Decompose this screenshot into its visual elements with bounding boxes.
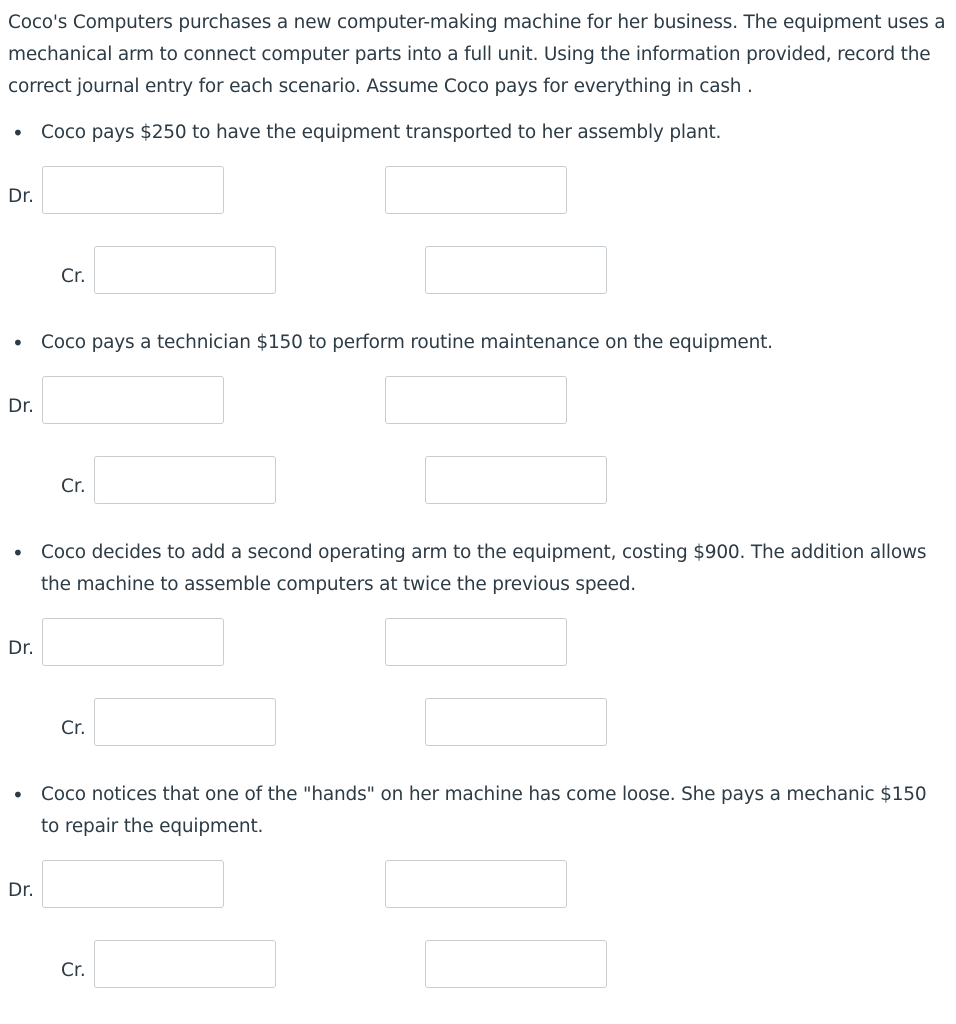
scenario-4-credit-amount-input[interactable]	[425, 940, 607, 988]
scenario-3-debit-amount-input[interactable]	[385, 618, 567, 666]
scenario-2-credit-label: Cr.	[61, 476, 86, 497]
scenario-1-credit-account-input[interactable]	[94, 246, 276, 294]
scenario-2-debit-label: Dr.	[8, 396, 35, 417]
scenario-1-debit-account-input[interactable]	[42, 166, 224, 214]
scenario-2-credit-amount-input[interactable]	[425, 456, 607, 504]
scenario-1-debit-label: Dr.	[8, 186, 35, 207]
bullet-marker: •	[12, 331, 24, 355]
scenario-2-debit-amount-input[interactable]	[385, 376, 567, 424]
scenario-4-credit-account-input[interactable]	[94, 940, 276, 988]
scenario-3-debit-label: Dr.	[8, 638, 35, 659]
bullet-marker: •	[12, 541, 24, 565]
scenario-3-credit-amount-input[interactable]	[425, 698, 607, 746]
scenario-3-text: Coco decides to add a second operating arm to the equipment, costing $900. The addition allows the machine to assemble computers at twice the previous speed.	[41, 542, 927, 595]
scenario-2-debit-account-input[interactable]	[42, 376, 224, 424]
scenario-4-credit-label: Cr.	[61, 960, 86, 981]
scenario-1-credit-amount-input[interactable]	[425, 246, 607, 294]
scenario-4-bullet	[12, 779, 942, 843]
scenario-4-text: Coco notices that one of the "hands" on her machine has come loose. She pays a mechanic $150 to repair the equipment.	[41, 784, 927, 837]
scenario-1-text: Coco pays $250 to have the equipment transported to her assembly plant.	[41, 122, 722, 143]
scenario-4-debit-account-input[interactable]	[42, 860, 224, 908]
scenario-2-bullet	[12, 327, 942, 359]
bullet-marker: •	[12, 121, 24, 145]
scenario-1-bullet	[12, 117, 942, 149]
scenario-1-debit-amount-input[interactable]	[385, 166, 567, 214]
scenario-3-credit-label: Cr.	[61, 718, 86, 739]
scenario-3-debit-account-input[interactable]	[42, 618, 224, 666]
question-intro: Coco's Computers purchases a new computer-making machine for her business. The equipment uses a mechanical arm to connect computer parts into a full unit. Using the information provided, record the correct journal entry for each scenario. Assume Coco pays for everything in cash .	[8, 12, 946, 97]
scenario-4-debit-amount-input[interactable]	[385, 860, 567, 908]
bullet-marker: •	[12, 783, 24, 807]
scenario-2-credit-account-input[interactable]	[94, 456, 276, 504]
scenario-3-bullet	[12, 537, 942, 601]
scenario-3-credit-account-input[interactable]	[94, 698, 276, 746]
scenario-4-debit-label: Dr.	[8, 880, 35, 901]
scenario-2-text: Coco pays a technician $150 to perform routine maintenance on the equipment.	[41, 332, 773, 353]
scenario-1-credit-label: Cr.	[61, 266, 86, 287]
